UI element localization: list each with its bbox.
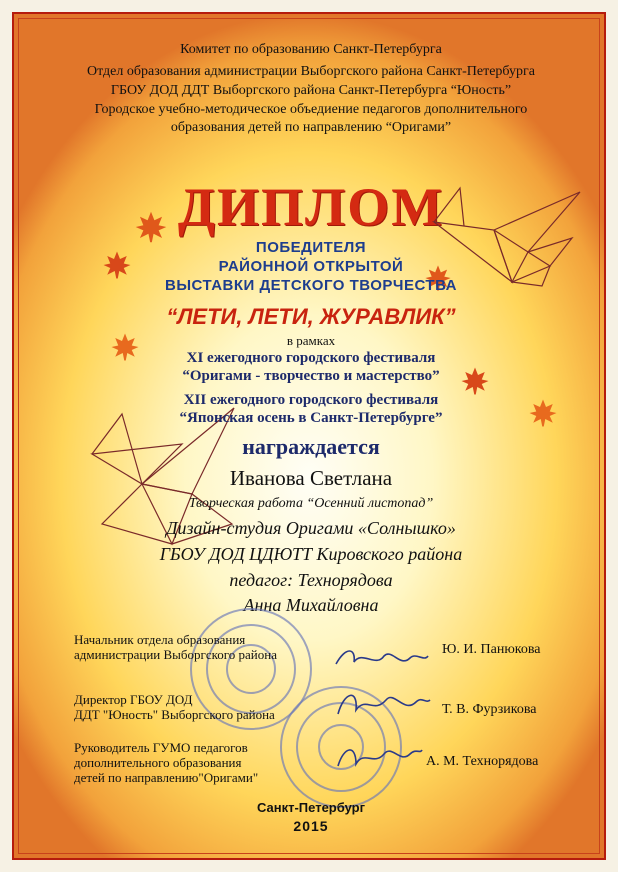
signature-role-3-line1: Руководитель ГУМО педагогов <box>74 740 248 755</box>
subtitle-winner: ПОБЕДИТЕЛЯ <box>255 239 367 256</box>
recipient-studio: Дизайн-студия Оригами «Солнышко» <box>166 518 456 538</box>
signature-name-1: Ю. И. Панюкова <box>442 642 541 657</box>
signature-role-2-line1: Директор ГБОУ ДОД <box>74 692 193 707</box>
handwritten-signature <box>332 684 432 724</box>
subtitle-exhibition: ВЫСТАВКИ ДЕТСКОГО ТВОРЧЕСТВА <box>165 277 457 294</box>
recipient-school: ГБОУ ДОД ЦДЮТТ Кировского района <box>159 544 463 564</box>
signature-role-2-line2: ДДТ "Юность" Выборгского района <box>74 707 275 722</box>
festival2-line2: “Японская осень в Санкт-Петербурге” <box>179 410 443 426</box>
header-line-school: ГБОУ ДОД ДДТ Выборгского района Санкт-Петербурга “Юность” <box>110 83 512 98</box>
header-line-committee: Комитет по образованию Санкт-Петербурга <box>180 42 442 57</box>
subtitle-open-district: РАЙОННОЙ ОТКРЫТОЙ <box>218 258 404 275</box>
diploma-title: ДИПЛОМ <box>177 177 445 237</box>
signature-role-3 <box>74 740 258 785</box>
recipient-work: Творческая работа “Осенний листопад” <box>188 496 434 511</box>
signature-role-3-line2: дополнительного образования <box>74 755 242 770</box>
teacher-name: Анна Михайловна <box>243 595 379 615</box>
awarded-label: награждается <box>242 434 380 459</box>
signature-role-3-line3: детей по направлению"Оригами" <box>74 770 259 785</box>
header-line-association: Городское учебно-методическое объедиение педагогов дополнительного <box>94 102 528 117</box>
signature-role-1-line1: Начальник отдела образования <box>74 632 246 647</box>
handwritten-signature <box>334 736 424 776</box>
signature-role-1-line2: администрации Выборгского района <box>74 647 277 662</box>
festival2-line1: XII ежегодного городского фестиваля <box>183 392 439 408</box>
recipient-name: Иванова Светлана <box>229 466 393 490</box>
header-line-department: Отдел образования администрации Выборгского района Санкт-Петербурга <box>87 64 535 79</box>
teacher-label: педагог: Технорядова <box>229 570 393 590</box>
festival1-line2: “Оригами - творчество и мастерство” <box>182 368 440 384</box>
footer-year: 2015 <box>293 818 329 834</box>
footer-city: Санкт-Петербург <box>256 800 366 815</box>
within-label: в рамках <box>286 333 336 348</box>
signature-role-2 <box>74 692 275 722</box>
signature-name-2: Т. В. Фурзикова <box>442 702 537 717</box>
signature-name-3: А. М. Технорядова <box>426 754 539 769</box>
handwritten-signature <box>332 642 432 676</box>
diploma-frame <box>12 12 606 860</box>
signature-role-1 <box>74 632 277 662</box>
exhibition-title: “ЛЕТИ, ЛЕТИ, ЖУРАВЛИК” <box>166 304 456 329</box>
header-line-direction: образования детей по направлению “Оригами” <box>170 120 452 135</box>
festival1-line1: XI ежегодного городского фестиваля <box>186 350 436 366</box>
